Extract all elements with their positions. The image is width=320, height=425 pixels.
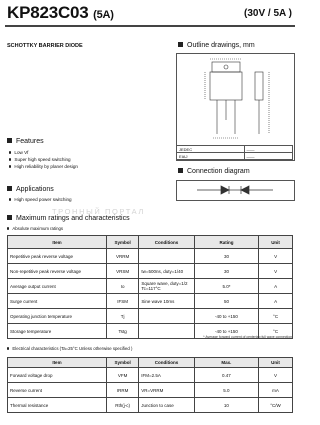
conditions-cell: IFM=2.5A <box>139 368 194 383</box>
item-cell: Forward voltage drop <box>8 368 107 383</box>
list-item: High speed power switching <box>9 197 72 202</box>
section-square-icon <box>178 42 183 47</box>
table-row <box>8 279 293 294</box>
unit-cell: V <box>259 249 293 264</box>
device-subtitle: SCHOTTKY BARRIER DIODE <box>7 43 83 49</box>
package-value: —— <box>244 146 292 153</box>
unit-cell: V <box>259 368 293 383</box>
part-number: KP823C03 <box>7 3 89 22</box>
list-item: Super high speed switching <box>9 157 71 162</box>
rating-cell: 5.0* <box>194 279 258 294</box>
rating-cell: 50 <box>194 294 258 309</box>
conditions-cell: Junction to case <box>139 398 194 413</box>
col-header: Unit <box>259 358 293 368</box>
bullet-icon <box>9 158 11 160</box>
rating-cell: 30 <box>194 249 258 264</box>
conditions-cell: Sine wave 10ms <box>139 294 194 309</box>
table-row <box>8 398 293 413</box>
unit-cell: mA <box>259 383 293 398</box>
part-number-title <box>7 3 114 23</box>
outline-heading: Outline drawings, mm <box>178 42 255 49</box>
conditions-cell <box>139 324 194 339</box>
header-divider <box>5 25 295 27</box>
table-row <box>8 368 293 383</box>
symbol-cell: VRSM <box>106 264 138 279</box>
connection-heading: Connection diagram <box>178 168 250 175</box>
max-cell: 5.0 <box>194 383 258 398</box>
ratings-footnote: * Average forward current of centertap full wave connection <box>203 335 292 339</box>
section-square-icon <box>178 168 183 173</box>
col-header: Unit <box>259 236 293 249</box>
part-current: (5A) <box>93 9 114 21</box>
symbol-cell: VRRM <box>106 249 138 264</box>
bullet-icon <box>9 151 11 153</box>
section-square-icon <box>7 186 12 191</box>
item-cell: Surge current <box>8 294 107 309</box>
diode-connection-diagram <box>177 181 294 200</box>
conditions-cell: Square wave, duty=1/2 Tc=117°C <box>139 279 194 294</box>
abs-max-label: Absolute maximum ratings <box>7 226 63 231</box>
electrical-heading: Electrical characteristics (Ta=25°C Unless otherwise specified ) <box>7 346 132 351</box>
table-row <box>177 146 293 153</box>
unit-cell: A <box>259 279 293 294</box>
absolute-maximum-ratings-table <box>7 235 293 339</box>
watermark-text: ТРОННЫЙ ПОРТАЛ <box>52 207 145 216</box>
bullet-icon <box>7 227 9 229</box>
conditions-cell <box>139 249 194 264</box>
features-heading: Features <box>7 138 44 145</box>
item-cell: Average output current <box>8 279 107 294</box>
conditions-cell <box>139 309 194 324</box>
item-cell: Thermal resistance <box>8 398 107 413</box>
unit-cell: A <box>259 294 293 309</box>
package-label: EIAJ <box>177 153 245 160</box>
symbol-cell: Tj <box>106 309 138 324</box>
symbol-cell: VFM <box>106 368 138 383</box>
unit-cell: °C <box>259 309 293 324</box>
col-header: Rating <box>194 236 258 249</box>
unit-cell: °C <box>259 324 293 339</box>
col-header: Symbol <box>106 358 138 368</box>
table-row <box>8 264 293 279</box>
col-header: Conditions <box>139 358 194 368</box>
symbol-cell: Io <box>106 279 138 294</box>
rating-cell: -40 to +150 <box>194 309 258 324</box>
max-cell: 10 <box>194 398 258 413</box>
list-item: High reliability by planer design <box>9 164 78 169</box>
item-cell: Storage temperature <box>8 324 107 339</box>
table-header-row <box>8 236 293 249</box>
item-cell: Operating junction temperature <box>8 309 107 324</box>
col-header: Item <box>8 236 107 249</box>
list-item: Low Vf <box>9 150 28 155</box>
table-row <box>177 153 293 160</box>
table-row <box>8 249 293 264</box>
conditions-cell: VR=VRRM <box>139 383 194 398</box>
symbol-cell: Tstg <box>106 324 138 339</box>
rating-cell: 30 <box>194 264 258 279</box>
symbol-cell: IRRM <box>106 383 138 398</box>
item-cell: Reverse current <box>8 383 107 398</box>
bullet-icon <box>9 198 11 200</box>
col-header: Item <box>8 358 107 368</box>
ratings-heading: Maximum ratings and characteristics <box>7 215 130 222</box>
symbol-cell: IFSM <box>106 294 138 309</box>
conditions-cell: tw=500ns, duty=1/40 <box>139 264 194 279</box>
table-row <box>8 383 293 398</box>
package-value: —— <box>244 153 292 160</box>
package-label: JEDEC <box>177 146 245 153</box>
unit-cell: V <box>259 264 293 279</box>
connection-diagram-frame <box>176 180 295 201</box>
section-square-icon <box>7 138 12 143</box>
item-cell: Non-repetitive peak reverse voltage <box>8 264 107 279</box>
applications-heading: Applications <box>7 186 54 193</box>
max-cell: 0.47 <box>194 368 258 383</box>
bullet-icon <box>7 347 9 349</box>
item-cell: Repetitive peak reverse voltage <box>8 249 107 264</box>
rating-label: (30V / 5A ) <box>244 8 292 19</box>
unit-cell: °C/W <box>259 398 293 413</box>
table-row <box>8 294 293 309</box>
table-header-row <box>8 358 293 368</box>
col-header: Symbol <box>106 236 138 249</box>
symbol-cell: Rth(j-c) <box>106 398 138 413</box>
col-header: Conditions <box>139 236 194 249</box>
package-outline-drawing <box>177 54 294 146</box>
section-square-icon <box>7 215 12 220</box>
table-row <box>8 309 293 324</box>
package-standards-table <box>176 145 293 160</box>
electrical-characteristics-table <box>7 357 293 413</box>
bullet-icon <box>9 165 11 167</box>
rating-cell: -40 to +150 <box>194 324 258 339</box>
col-header: Max. <box>194 358 258 368</box>
